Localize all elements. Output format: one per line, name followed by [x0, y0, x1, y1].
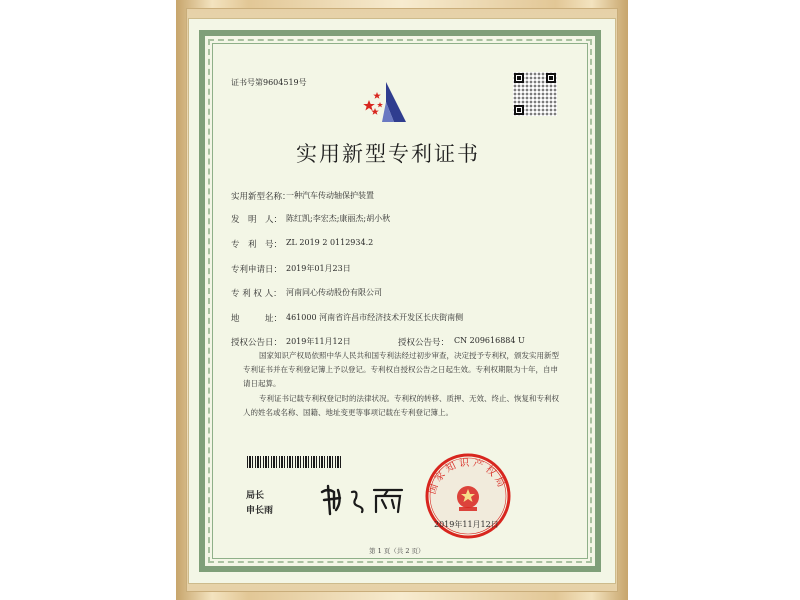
certificate-title: 实用新型专利证书	[296, 142, 480, 166]
field-label-name: 实用新型名称：	[231, 192, 291, 202]
certificate-paragraph-2: 专利证书记载专利权登记时的法律状况。专利权的转移、质押、无效、终止、恢复和专利权人的姓名或名称、国籍、地址变更等事项记载在专利登记簿上。	[243, 394, 559, 417]
field-value-grant-date: 2019年11月12日	[286, 337, 351, 346]
field-value-patent-number: ZL 2019 2 0112934.2	[286, 238, 374, 247]
field-value-inventors: 陈红凯;李宏杰;康丽杰;胡小秋	[286, 214, 391, 223]
field-label-address: 地 址：	[231, 314, 283, 324]
field-label-inventors: 发 明 人：	[231, 215, 283, 225]
field-label-grant-number: 授权公告号：	[398, 338, 450, 348]
field-value-address: 461000 河南省许昌市经济技术开发区长庆街南侧	[286, 313, 464, 322]
patent-office-logo-icon	[362, 80, 410, 124]
field-label-filing-date: 专利申请日：	[231, 265, 283, 275]
certificate-number: 证书号第9604519号	[231, 78, 307, 87]
signatory-title: 局长	[246, 491, 265, 501]
field-label-patent-number: 专 利 号：	[231, 240, 283, 250]
certificate-paragraph-1: 国家知识产权局依照中华人民共和国专利法经过初步审查，决定授予专利权，颁发实用新型专利证书并在专利登记簿上予以登记。专利权自授权公告之日起生效。专利权期限为十年，自申请日起算。	[243, 351, 559, 388]
page-number: 第 1 页（共 2 页）	[369, 547, 425, 555]
field-value-patentee: 河南同心传动股份有限公司	[286, 288, 382, 297]
field-value-grant-number: CN 209616884 U	[454, 336, 525, 345]
barcode	[247, 456, 343, 468]
field-label-grant-date: 授权公告日：	[231, 338, 283, 348]
svg-text:国家知识产权局: 国家知识产权局	[427, 457, 508, 496]
field-label-patentee: 专 利 权 人：	[231, 289, 282, 299]
qr-code	[513, 72, 557, 116]
field-value-name: 一种汽车传动轴保护装置	[286, 191, 374, 200]
field-value-filing-date: 2019年01月23日	[286, 264, 351, 273]
stamp-date: 2019年11月12日	[434, 520, 499, 529]
signatory-name: 申长雨	[246, 506, 274, 516]
handwritten-signature	[318, 482, 410, 516]
